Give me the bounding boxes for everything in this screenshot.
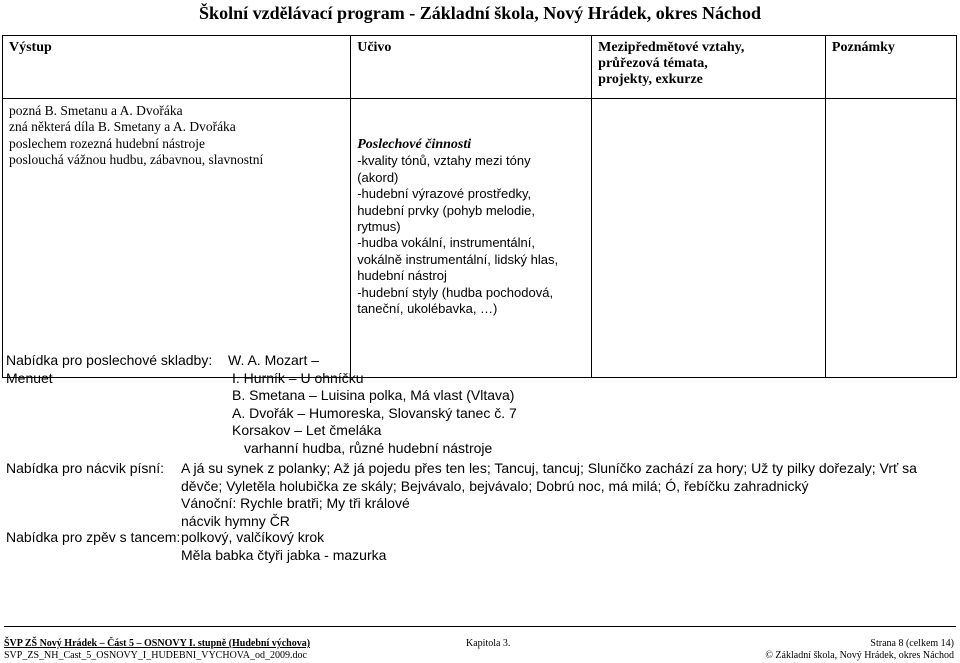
col-header-ucivo: Učivo — [351, 36, 592, 99]
mezipredmetove-cell — [592, 99, 826, 378]
pisne-section — [0, 460, 960, 532]
vystup-line: poslouchá vážnou hudbu, zábavnou, slavnostní — [9, 152, 264, 168]
list-item: A já su synek z polanky; Až já pojedu přes ten les; Tancuj, tancuj; Sluníčko zachází za hory; Už ty pilky dořezaly; Vrť sa — [181, 460, 917, 476]
ucivo-line: -hudební styly (hudba pochodová, — [357, 284, 554, 300]
col-header-mezipredmetove — [592, 36, 826, 99]
ucivo-line: taneční, ukolébavka, …) — [357, 301, 498, 317]
curriculum-table — [2, 35, 957, 378]
footer-chapter: Kapitola 3. — [466, 638, 511, 649]
list-item: Měla babka čtyři jabka - mazurka — [181, 546, 387, 563]
ucivo-line: -kvality tónů, vztahy mezi tóny — [357, 153, 531, 169]
tanec-section — [0, 529, 960, 569]
ucivo-line: hudební prvky (pohyb melodie, — [357, 202, 535, 218]
poslech-section — [0, 352, 960, 462]
col-header-poznamky: Poznámky — [825, 36, 956, 99]
ucivo-heading: Poslechové činnosti — [357, 137, 472, 152]
tanec-label: Nabídka pro zpěv s tancem: — [6, 529, 181, 545]
col-header-vystup: Výstup — [3, 36, 351, 99]
list-item: Korsakov – Let čmeláka — [232, 422, 382, 438]
pisne-list — [181, 460, 917, 530]
ucivo-line: rytmus) — [357, 219, 401, 235]
document-title: Školní vzdělávací program - Základní škola, Nový Hrádek, okres Náchod — [199, 3, 761, 23]
list-item: B. Smetana – Luisina polka, Má vlast (Vltava) — [232, 387, 515, 403]
footer-divider — [4, 626, 956, 627]
poslech-list — [228, 352, 517, 457]
col-header-line: Mezipředmětové vztahy, — [598, 40, 745, 55]
list-item: Vánoční: Rychle bratři; My tři králové — [181, 495, 410, 511]
list-item: A. Dvořák – Humoreska, Slovanský tanec č. 7 — [232, 404, 517, 421]
ucivo-line: hudební nástroj — [357, 268, 447, 284]
vystup-line: poslechem rozezná hudební nástroje — [9, 135, 206, 151]
ucivo-line: vokálně instrumentální, lidský hlas, — [357, 251, 559, 267]
list-item: děvče; Vyletěla holubička ze skály; Bejvávalo, bejvávalo; Dobrú noc, má milá; Ó, řebíčku zahradnický — [181, 477, 809, 494]
pisne-label: Nabídka pro nácvik písní: — [6, 460, 164, 476]
poslech-label-menuet: Menuet — [6, 370, 53, 386]
footer-doc-title: ŠVP ZŠ Nový Hrádek – Část 5 – OSNOVY I. stupně (Hudební výchova) — [4, 638, 311, 649]
poznamky-cell — [825, 99, 956, 378]
vystup-cell — [3, 99, 351, 378]
vystup-line: pozná B. Smetanu a A. Dvořáka — [9, 103, 183, 118]
col-header-line: projekty, exkurze — [598, 72, 703, 87]
col-header-line: průřezová témata, — [598, 56, 708, 71]
table-header-row — [3, 36, 957, 99]
list-item: I. Hurník – U ohníčku — [232, 369, 364, 386]
list-item: varhanní hudba, různé hudební nástroje — [244, 439, 493, 456]
footer-copyright: © Základní škola, Nový Hrádek, okres Náchod — [765, 650, 954, 661]
list-item: polkový, valčíkový krok — [181, 529, 325, 545]
ucivo-cell — [351, 99, 592, 378]
footer-filename: SVP_ZS_NH_Cast_5_OSNOVY_I_HUDEBNI_VYCHOVA_od_2009.doc — [4, 650, 307, 661]
list-item: nácvik hymny ČR — [181, 512, 290, 529]
list-item: W. A. Mozart – — [228, 352, 320, 368]
ucivo-line: -hudební výrazové prostředky, — [357, 186, 532, 202]
ucivo-line: (akord) — [357, 169, 399, 185]
footer-page-number: Strana 8 (celkem 14) — [870, 638, 954, 649]
vystup-line: zná některá díla B. Smetany a A. Dvořáka — [9, 119, 236, 135]
table-row — [3, 99, 957, 378]
ucivo-line: -hudba vokální, instrumentální, — [357, 235, 535, 251]
tanec-list — [181, 529, 386, 564]
poslech-label: Nabídka pro poslechové skladby: — [6, 352, 213, 368]
